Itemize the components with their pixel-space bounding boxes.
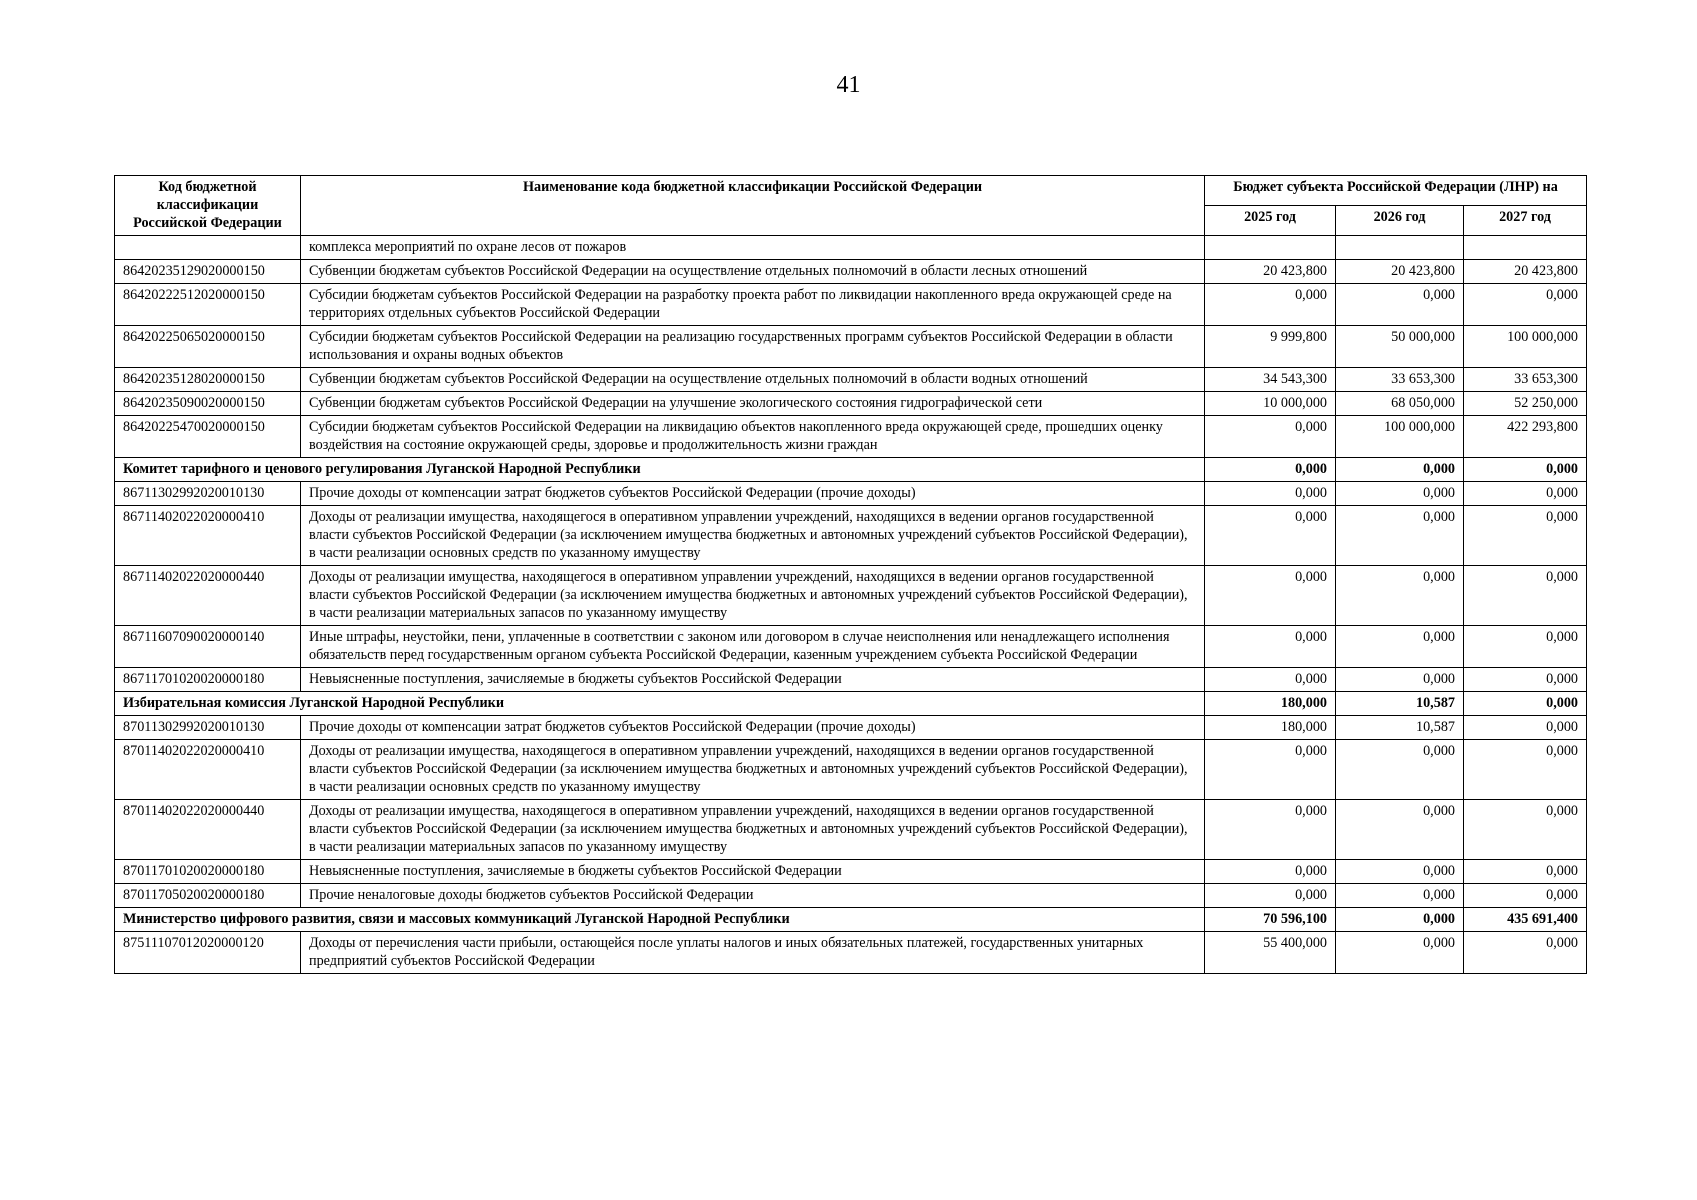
header-name: Наименование кода бюджетной классификации Российской Федерации — [301, 176, 1205, 236]
budget-code-cell: 86420235128020000150 — [115, 368, 301, 392]
description-cell: Прочие доходы от компенсации затрат бюджетов субъектов Российской Федерации (прочие доходы) — [301, 482, 1205, 506]
amount-2027-cell: 0,000 — [1464, 716, 1587, 740]
amount-2025-cell: 180,000 — [1205, 716, 1336, 740]
description-cell: Невыясненные поступления, зачисляемые в бюджеты субъектов Российской Федерации — [301, 860, 1205, 884]
budget-code-cell: 87011701020020000180 — [115, 860, 301, 884]
budget-table — [114, 175, 1587, 974]
amount-2025-cell: 55 400,000 — [1205, 932, 1336, 974]
table-body — [115, 236, 1587, 974]
table-row — [115, 326, 1587, 368]
amount-2026-cell: 0,000 — [1336, 566, 1464, 626]
amount-2027-cell — [1464, 236, 1587, 260]
amount-2027-cell: 0,000 — [1464, 566, 1587, 626]
table-row — [115, 506, 1587, 566]
description-cell: Субвенции бюджетам субъектов Российской Федерации на улучшение экологического состояния гидрографической сети — [301, 392, 1205, 416]
description-cell: Доходы от реализации имущества, находящегося в оперативном управлении учреждений, находящихся в ведении органов государственной власти субъектов Российской Федерации (за исключением имущества бюджетных и автономных учреждений субъектов Российской Федерации), в части реализации основных средств по указанному имуществу — [301, 506, 1205, 566]
header-year-2027: 2027 год — [1464, 206, 1587, 236]
amount-2027-cell: 0,000 — [1464, 284, 1587, 326]
group-name: Комитет тарифного и ценового регулирования Луганской Народной Республики — [115, 458, 1205, 482]
page-number: 41 — [836, 72, 861, 98]
budget-code-cell: 87011705020020000180 — [115, 884, 301, 908]
table-row — [115, 260, 1587, 284]
table-row — [115, 482, 1587, 506]
description-cell: Доходы от реализации имущества, находящегося в оперативном управлении учреждений, находящихся в ведении органов государственной власти субъектов Российской Федерации (за исключением имущества бюджетных и автономных учреждений субъектов Российской Федерации), в части реализации материальных запасов по указанному имуществу — [301, 566, 1205, 626]
amount-2027-cell: 0,000 — [1464, 482, 1587, 506]
amount-2026-cell: 0,000 — [1336, 668, 1464, 692]
amount-2025-cell — [1205, 236, 1336, 260]
amount-2026-cell: 20 423,800 — [1336, 260, 1464, 284]
amount-2027-cell: 0,000 — [1464, 740, 1587, 800]
description-cell: Доходы от реализации имущества, находящегося в оперативном управлении учреждений, находящихся в ведении органов государственной власти субъектов Российской Федерации (за исключением имущества бюджетных и автономных учреждений субъектов Российской Федерации), в части реализации основных средств по указанному имуществу — [301, 740, 1205, 800]
amount-2025-cell: 0,000 — [1205, 482, 1336, 506]
amount-2027-cell: 0,000 — [1464, 884, 1587, 908]
budget-code-cell: 86711302992020010130 — [115, 482, 301, 506]
header-budget: Бюджет субъекта Российской Федерации (ЛНР) на — [1205, 176, 1587, 206]
description-cell: Субвенции бюджетам субъектов Российской Федерации на осуществление отдельных полномочий в области водных отношений — [301, 368, 1205, 392]
table-row — [115, 668, 1587, 692]
description-cell: Прочие доходы от компенсации затрат бюджетов субъектов Российской Федерации (прочие доходы) — [301, 716, 1205, 740]
amount-2027-cell: 20 423,800 — [1464, 260, 1587, 284]
budget-code-cell: 86711402022020000440 — [115, 566, 301, 626]
amount-2025-cell: 10 000,000 — [1205, 392, 1336, 416]
description-cell: комплекса мероприятий по охране лесов от пожаров — [301, 236, 1205, 260]
amount-2025-cell: 0,000 — [1205, 566, 1336, 626]
description-cell: Невыясненные поступления, зачисляемые в бюджеты субъектов Российской Федерации — [301, 668, 1205, 692]
table-row — [115, 368, 1587, 392]
description-cell: Субсидии бюджетам субъектов Российской Федерации на разработку проекта работ по ликвидации накопленного вреда окружающей среде на территориях отдельных субъектов Российской Федерации — [301, 284, 1205, 326]
amount-2025-cell: 9 999,800 — [1205, 326, 1336, 368]
amount-2026-cell: 0,000 — [1336, 626, 1464, 668]
amount-2027-cell: 0,000 — [1464, 458, 1587, 482]
amount-2027-cell: 435 691,400 — [1464, 908, 1587, 932]
amount-2027-cell: 0,000 — [1464, 692, 1587, 716]
budget-code-cell — [115, 236, 301, 260]
amount-2026-cell: 0,000 — [1336, 740, 1464, 800]
amount-2026-cell: 0,000 — [1336, 506, 1464, 566]
group-row — [115, 908, 1587, 932]
table-row — [115, 860, 1587, 884]
budget-code-cell: 87011302992020010130 — [115, 716, 301, 740]
amount-2026-cell: 68 050,000 — [1336, 392, 1464, 416]
budget-code-cell: 86711701020020000180 — [115, 668, 301, 692]
table-row — [115, 566, 1587, 626]
amount-2025-cell: 0,000 — [1205, 284, 1336, 326]
amount-2025-cell: 70 596,100 — [1205, 908, 1336, 932]
amount-2026-cell: 100 000,000 — [1336, 416, 1464, 458]
table-row — [115, 392, 1587, 416]
table-row — [115, 284, 1587, 326]
budget-code-cell: 87511107012020000120 — [115, 932, 301, 974]
amount-2027-cell: 0,000 — [1464, 668, 1587, 692]
amount-2026-cell: 0,000 — [1336, 458, 1464, 482]
amount-2027-cell: 52 250,000 — [1464, 392, 1587, 416]
amount-2026-cell: 10,587 — [1336, 692, 1464, 716]
amount-2025-cell: 180,000 — [1205, 692, 1336, 716]
amount-2025-cell: 20 423,800 — [1205, 260, 1336, 284]
group-row — [115, 458, 1587, 482]
table-row — [115, 932, 1587, 974]
description-cell: Прочие неналоговые доходы бюджетов субъектов Российской Федерации — [301, 884, 1205, 908]
amount-2025-cell: 0,000 — [1205, 800, 1336, 860]
amount-2025-cell: 0,000 — [1205, 626, 1336, 668]
group-name: Министерство цифрового развития, связи и массовых коммуникаций Луганской Народной Республики — [115, 908, 1205, 932]
table-row — [115, 800, 1587, 860]
amount-2025-cell: 0,000 — [1205, 416, 1336, 458]
budget-code-cell: 86420235090020000150 — [115, 392, 301, 416]
amount-2026-cell: 0,000 — [1336, 884, 1464, 908]
amount-2027-cell: 100 000,000 — [1464, 326, 1587, 368]
table-row — [115, 884, 1587, 908]
amount-2026-cell: 0,000 — [1336, 482, 1464, 506]
amount-2027-cell: 33 653,300 — [1464, 368, 1587, 392]
description-cell: Субсидии бюджетам субъектов Российской Федерации на ликвидацию объектов накопленного вреда окружающей среде, прошедших оценку воздействия на состояние окружающей среды, здоровье и продолжительность жизни граждан — [301, 416, 1205, 458]
description-cell: Доходы от перечисления части прибыли, остающейся после уплаты налогов и иных обязательных платежей, государственных унитарных предприятий субъектов Российской Федерации — [301, 932, 1205, 974]
amount-2025-cell: 0,000 — [1205, 506, 1336, 566]
amount-2027-cell: 0,000 — [1464, 860, 1587, 884]
amount-2026-cell: 0,000 — [1336, 908, 1464, 932]
amount-2026-cell: 10,587 — [1336, 716, 1464, 740]
amount-2025-cell: 0,000 — [1205, 458, 1336, 482]
amount-2027-cell: 0,000 — [1464, 626, 1587, 668]
amount-2027-cell: 0,000 — [1464, 800, 1587, 860]
amount-2027-cell: 0,000 — [1464, 932, 1587, 974]
amount-2026-cell: 0,000 — [1336, 284, 1464, 326]
budget-code-cell: 87011402022020000410 — [115, 740, 301, 800]
amount-2025-cell: 0,000 — [1205, 860, 1336, 884]
budget-code-cell: 86420235129020000150 — [115, 260, 301, 284]
amount-2026-cell: 0,000 — [1336, 932, 1464, 974]
description-cell: Субвенции бюджетам субъектов Российской Федерации на осуществление отдельных полномочий в области лесных отношений — [301, 260, 1205, 284]
group-name: Избирательная комиссия Луганской Народной Республики — [115, 692, 1205, 716]
table-row — [115, 416, 1587, 458]
amount-2025-cell: 0,000 — [1205, 668, 1336, 692]
description-cell: Иные штрафы, неустойки, пени, уплаченные в соответствии с законом или договором в случае неисполнения или ненадлежащего исполнения обязательств перед государственным органом субъекта Российской Федерации, казенным учреждением субъекта Российской Федерации — [301, 626, 1205, 668]
amount-2026-cell: 0,000 — [1336, 800, 1464, 860]
table-row — [115, 740, 1587, 800]
table-row — [115, 236, 1587, 260]
amount-2026-cell: 33 653,300 — [1336, 368, 1464, 392]
table-row — [115, 626, 1587, 668]
budget-code-cell: 86420222512020000150 — [115, 284, 301, 326]
group-row — [115, 692, 1587, 716]
amount-2025-cell: 0,000 — [1205, 884, 1336, 908]
amount-2025-cell: 34 543,300 — [1205, 368, 1336, 392]
budget-code-cell: 87011402022020000440 — [115, 800, 301, 860]
header-year-2026: 2026 год — [1336, 206, 1464, 236]
header-year-2025: 2025 год — [1205, 206, 1336, 236]
budget-code-cell: 86711607090020000140 — [115, 626, 301, 668]
amount-2025-cell: 0,000 — [1205, 740, 1336, 800]
header-row — [115, 176, 1587, 206]
table-row — [115, 716, 1587, 740]
amount-2026-cell — [1336, 236, 1464, 260]
budget-code-cell: 86420225470020000150 — [115, 416, 301, 458]
amount-2027-cell: 0,000 — [1464, 506, 1587, 566]
amount-2026-cell: 0,000 — [1336, 860, 1464, 884]
header-code: Код бюджетной классификации Российской Федерации — [115, 176, 301, 236]
amount-2026-cell: 50 000,000 — [1336, 326, 1464, 368]
amount-2027-cell: 422 293,800 — [1464, 416, 1587, 458]
description-cell: Доходы от реализации имущества, находящегося в оперативном управлении учреждений, находящихся в ведении органов государственной власти субъектов Российской Федерации (за исключением имущества бюджетных и автономных учреждений субъектов Российской Федерации), в части реализации материальных запасов по указанному имуществу — [301, 800, 1205, 860]
description-cell: Субсидии бюджетам субъектов Российской Федерации на реализацию государственных программ субъектов Российской Федерации в области использования и охраны водных объектов — [301, 326, 1205, 368]
budget-code-cell: 86420225065020000150 — [115, 326, 301, 368]
budget-code-cell: 86711402022020000410 — [115, 506, 301, 566]
